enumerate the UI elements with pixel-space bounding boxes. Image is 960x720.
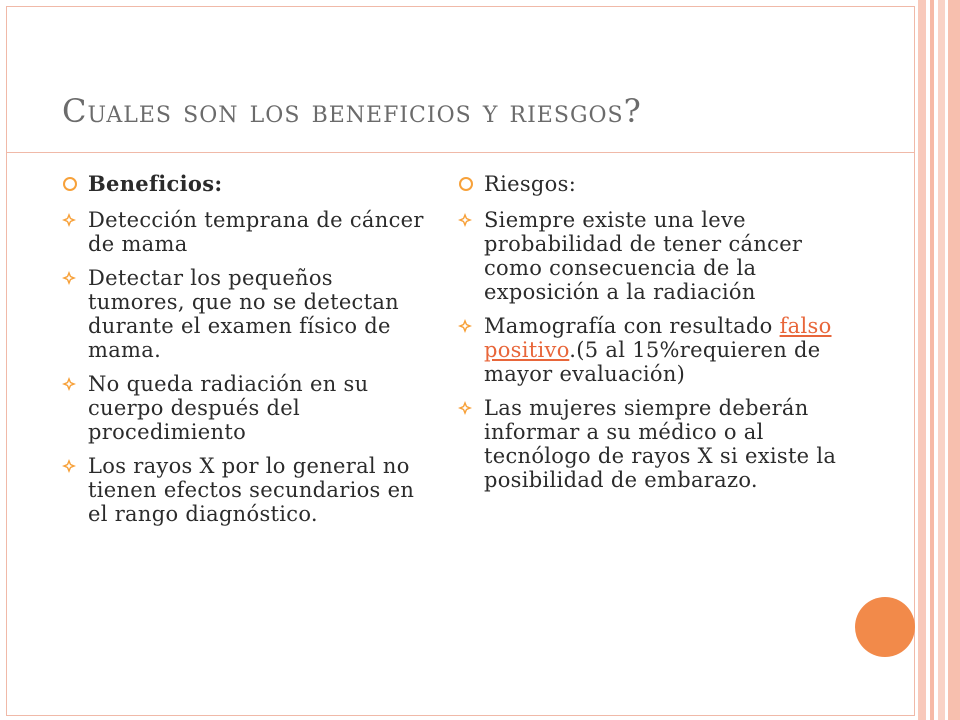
benefits-heading (60, 172, 432, 198)
diamond-bullet-icon (456, 314, 484, 340)
benefits-column (60, 172, 432, 536)
false-positive-link[interactable]: falso positivo (484, 314, 832, 362)
risk-text-prefix: Mamografía con resultado (484, 314, 780, 338)
benefit-text: Detectar los pequeños tumores, que no se detectan durante el examen físico de mama. (88, 266, 399, 362)
ring-bullet-icon (456, 172, 484, 198)
title-area (62, 92, 902, 130)
diamond-bullet-icon (456, 208, 484, 234)
risk-text-suffix: .(5 al 15%requieren de mayor evaluación) (484, 338, 821, 386)
risk-text: Las mujeres siempre deberán informar a su médico o al tecnólogo de rayos X si existe la posibilidad de embarazo. (484, 396, 837, 492)
risk-item (456, 208, 842, 304)
risk-item (456, 396, 842, 492)
benefit-item (60, 266, 432, 362)
diamond-bullet-icon (60, 454, 88, 480)
benefit-text: Los rayos X por lo general no tienen efectos secundarios en el rango diagnóstico. (88, 454, 415, 526)
decorative-circle (855, 597, 915, 657)
benefits-heading-text: Beneficios: (88, 171, 223, 196)
risks-heading (456, 172, 842, 198)
benefit-item (60, 208, 432, 256)
benefit-text: Detección temprana de cáncer de mama (88, 208, 424, 256)
risks-column (456, 172, 842, 502)
benefit-item (60, 454, 432, 526)
slide-title: Cuales son los beneficios y riesgos? (62, 92, 642, 130)
risk-item (456, 314, 842, 386)
diamond-bullet-icon (60, 208, 88, 234)
risk-text: Siempre existe una leve probabilidad de tener cáncer como consecuencia de la exposición a la radiación (484, 208, 803, 304)
benefit-item (60, 372, 432, 444)
decorative-stripes (918, 0, 960, 720)
ring-bullet-icon (60, 172, 88, 198)
diamond-bullet-icon (60, 372, 88, 398)
title-divider (6, 152, 915, 153)
risks-heading-text: Riesgos: (484, 172, 577, 196)
diamond-bullet-icon (456, 396, 484, 422)
risk-text (484, 314, 842, 386)
benefit-text: No queda radiación en su cuerpo después del procedimiento (88, 372, 369, 444)
diamond-bullet-icon (60, 266, 88, 292)
